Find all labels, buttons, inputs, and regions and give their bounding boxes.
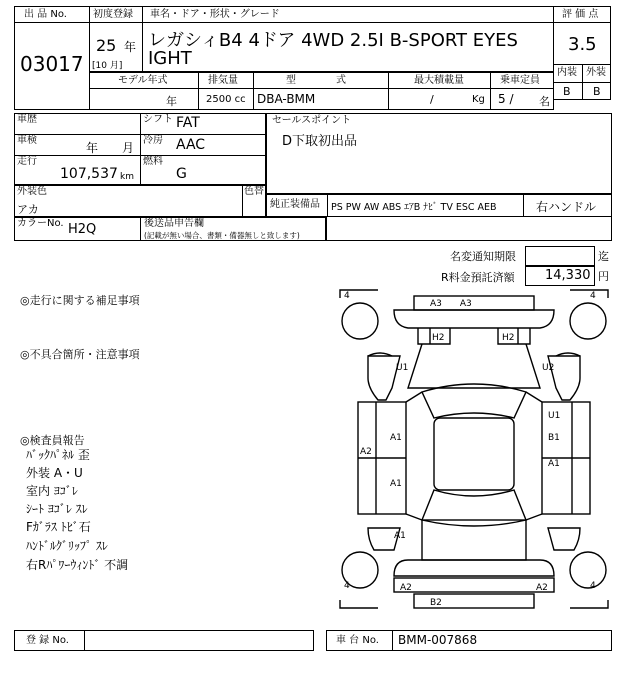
load-slash: / [430,93,434,106]
mileage-label: 走行 [17,156,37,167]
fender-l-code: U1 [396,363,409,373]
inspector-item: ﾊﾞｯｸﾊﾟﾈﾙ 歪 [26,448,90,462]
headlight-l-code: H2 [432,333,445,343]
max-load-label: 最大積載量 [414,75,464,86]
equipment-label: 純正装備品 [270,199,320,210]
rear-panel-code: B2 [430,598,442,608]
type-label: 型 式 [286,75,346,86]
wheel-tag-fl: 4 [344,291,350,301]
defect-notes-header: ◎不具合箇所・注意事項 [20,348,140,361]
steering-value: 右ハンドル [536,200,597,214]
color-block [14,185,266,217]
lot-number: 03017 [20,52,84,76]
deadline-unit: 迄 [598,250,609,263]
color-no-value: H2Q [68,222,97,237]
reg-year-unit: 年 [124,40,137,54]
outer-color-label: 外装色 [17,186,47,197]
fender-r-code: U2 [542,363,555,373]
inspector-item: Fｶﾞﾗｽ ﾄﾋﾞ石 [26,520,91,534]
door-r-front-code-a: U1 [548,411,561,421]
chassis-label: 車 台 No. [336,635,379,646]
ac-value: AAC [176,137,206,153]
wheel-tag-rr: 4 [590,581,596,591]
car-name-line2: IGHT [148,48,192,69]
car-name-line1: レガシィB4 4ドア 4WD 2.5I B-SPORT EYES [148,30,518,51]
door-l-rear-code: A1 [390,479,402,489]
shift-label: シフト [143,114,173,125]
registration-label: 登 録 No. [26,635,69,646]
score-label: 評 価 点 [562,9,599,20]
side-l-code: A2 [360,447,372,457]
mileage-value: 107,537 [60,166,118,182]
headlight-r-code: H2 [502,333,515,343]
color-no-label: カラーNo. [17,218,64,229]
car-name-label: 車名・ドア・形状・グレード [150,9,280,20]
door-r-rear-code: A1 [548,459,560,469]
capacity-value: 5 / [498,92,514,106]
exterior-grade: B [593,85,601,98]
deadline-field [525,246,595,266]
inspector-item: ﾊﾝﾄﾞﾙｸﾞﾘｯﾌﾟ ｽﾚ [26,539,108,553]
docs-note: (記載が無い場合、書類・備器無しと致します) [144,231,300,240]
model-type: DBA-BMM [257,92,316,106]
capacity-label: 乗車定員 [500,75,540,86]
fuel-label: 燃料 [143,156,163,167]
shift-value: FAT [176,115,200,131]
rear-bumper-l-code: A2 [400,583,412,593]
door-r-front-code-b: B1 [548,433,560,443]
recycle-amount: 14,330 [545,268,591,283]
interior-grade: B [563,85,571,98]
fuel-value: G [176,166,187,182]
inspector-item: 右Rﾊﾟﾜｰｳｨﾝﾄﾞ 不調 [26,558,129,572]
recycle-label: R料金預託済額 [441,271,515,284]
exterior-label: 外装 [586,67,606,78]
inspector-item: ｼｰﾄ ﾖｺﾞﾚ ｽﾚ [26,502,88,516]
displacement-label: 排気量 [208,75,238,86]
inspection-label: 車検 [17,135,37,146]
ac-label: 冷房 [143,135,163,146]
interior-label: 内装 [557,67,577,78]
score-value: 3.5 [568,34,597,55]
sales-point-label: セールスポイント [272,115,352,126]
car-damage-diagram [338,288,610,610]
history-label: 車歴 [17,114,37,125]
docs-label: 後送品申告欄 [144,218,204,229]
color-change-label: 色替 [244,186,264,197]
inspection-unit: 年 月 [86,141,135,155]
door-l-front-code: A1 [390,433,402,443]
equipment-value: PS PW AW ABS ｴｱB ﾅﾋﾞ TV ESC AEB [331,202,497,213]
lot-no-label: 出 品 No. [24,9,67,20]
yen-unit: 円 [598,270,609,283]
reg-month: [10 月] [92,61,123,71]
load-unit: Kg [472,94,485,105]
sales-point-value: D下取初出品 [282,134,358,149]
inspector-item: 外装 A・U [26,466,83,480]
deadline-label: 名変通知期限 [450,250,516,263]
outer-color-value: アカ [17,203,39,216]
reg-year: 25 [96,36,117,55]
rear-bumper-r-code: A2 [536,583,548,593]
running-notes-header: ◎走行に関する補足事項 [20,294,140,307]
wheel-tag-rl: 4 [344,581,350,591]
inspector-item: 室内 ﾖｺﾞﾚ [26,484,78,498]
displacement-value: 2500 cc [206,94,246,105]
wheel-tag-fr: 4 [590,291,596,301]
model-year-unit: 年 [166,95,177,108]
capacity-unit: 名 [539,95,550,108]
mileage-unit: km [120,172,134,182]
front-bumper-code: A3 A3 [430,299,472,309]
first-reg-label: 初度登録 [93,9,133,20]
quarter-l-code: A1 [394,531,406,541]
inspector-report-header: ◎検査員報告 [20,434,85,447]
chassis-number: BMM-007868 [398,633,478,647]
model-year-label: モデル年式 [118,75,168,86]
